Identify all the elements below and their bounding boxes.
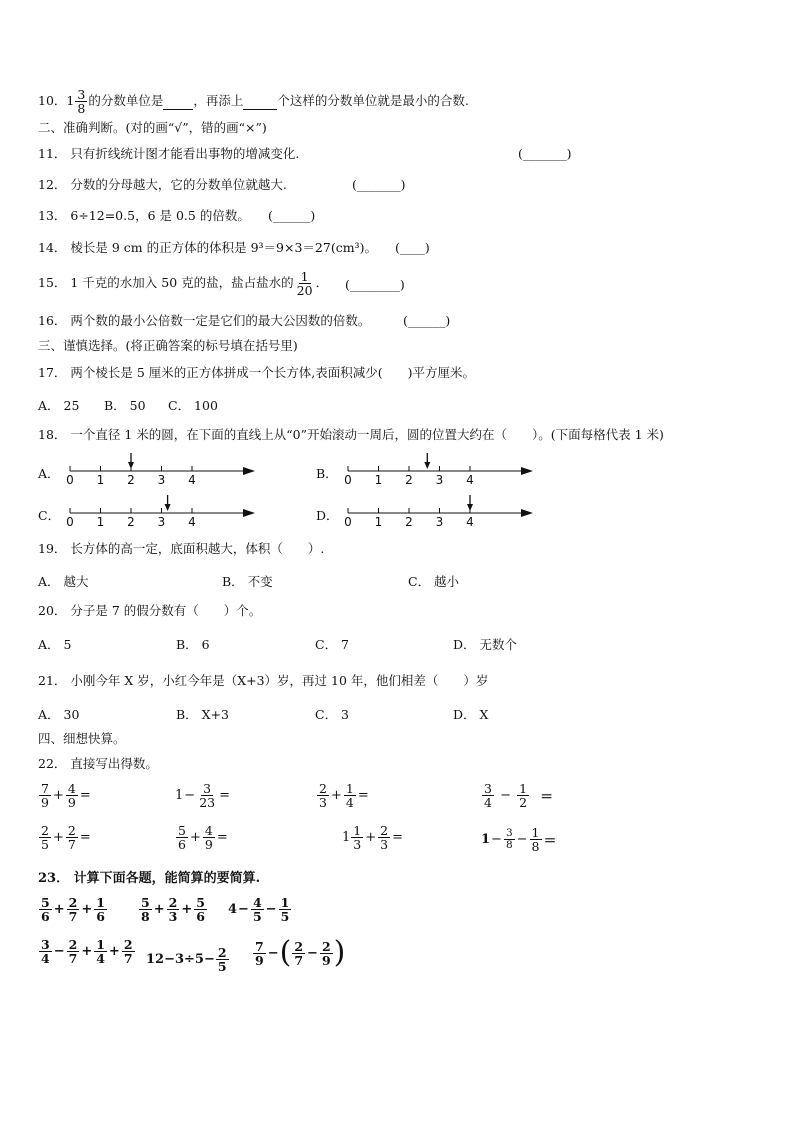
question-13: 13． 6÷12=0.5，6 是 0.5 的倍数。 <box>38 208 250 223</box>
question-18: 18． 一个直径 1 米的圆，在下面的直线上从“0”开始滚动一周后，圆的位置大约在（ ）。(下面每格代表 1 米) <box>38 427 664 442</box>
expression: $\frac{2}{3}$ + $\frac{1}{4}$ = <box>319 781 369 810</box>
position-arrowhead <box>424 462 430 469</box>
expression: $\frac{5}{6}$ + $\frac{4}{9}$ = <box>178 823 228 852</box>
tick-label: 3 <box>435 473 444 487</box>
section-4-heading: 四、细想快算。 <box>38 731 126 746</box>
tick-label: 2 <box>127 515 135 529</box>
option-c[interactable]: C． 3 <box>315 707 349 722</box>
number-line-c <box>60 492 260 530</box>
answer-paren[interactable]: (______) <box>403 313 451 328</box>
tick-label: 2 <box>127 473 135 487</box>
option-d[interactable]: D． 无数个 <box>453 637 517 652</box>
question-23: 23． 计算下面各题，能简算的要简算. <box>38 871 261 886</box>
option-c[interactable]: C． <box>38 508 61 523</box>
position-arrowhead <box>467 504 473 511</box>
option-c[interactable]: C． 越小 <box>408 574 460 589</box>
tick-label: 3 <box>435 515 444 529</box>
expression: $\frac{5}{8}$ + $\frac{2}{3}$ + $\frac{5}{6}$ <box>141 895 205 924</box>
tick-label: 3 <box>157 473 166 487</box>
question-16: 16． 两个数的最小公倍数一定是它们的最大公因数的倍数。 <box>38 313 371 328</box>
option-b[interactable]: B． <box>316 466 338 481</box>
answer-paren[interactable]: (________) <box>345 277 405 292</box>
section-2-heading: 二、准确判断。(对的画“√”，错的画“×”) <box>38 120 267 135</box>
number-line-d <box>338 492 538 530</box>
option-b[interactable]: B． X+3 <box>176 707 229 722</box>
question-19: 19． 长方体的高一定，底面积越大，体积（ ）. <box>38 541 325 556</box>
number-line-a <box>60 450 260 488</box>
tick-label: 2 <box>405 473 413 487</box>
option-b[interactable]: B． 6 <box>176 637 210 652</box>
question-10: 10．1 $\frac{3}{8}$ 的分数单位是 ，再添上 个这样的分数单位就是最小的合数. <box>38 87 469 116</box>
tick-label: 1 <box>96 473 105 487</box>
expression: $\frac{3}{4}$ − $\frac{2}{7}$ + $\frac{1}{4}$ + $\frac{2}{7}$ <box>41 937 133 966</box>
option-c[interactable]: C． 7 <box>315 637 349 652</box>
option-a[interactable]: A． 越大 <box>38 574 89 589</box>
answer-paren[interactable]: (____) <box>395 240 430 255</box>
axis-arrowhead <box>243 467 255 475</box>
tick-label: 4 <box>466 473 474 487</box>
question-14: 14． 棱长是 9 cm 的正方体的体积是 9³＝9×3＝27(cm³)。 <box>38 240 377 255</box>
tick-label: 4 <box>188 515 196 529</box>
number-line-b <box>338 450 538 488</box>
tick-label: 1 <box>96 515 105 529</box>
tick-label: 4 <box>466 515 474 529</box>
axis-arrowhead <box>521 509 533 517</box>
question-21: 21． 小刚今年 X 岁，小红今年是（X+3）岁，再过 10 年，他们相差（ ）岁 <box>38 673 489 688</box>
question-17: 17． 两个棱长是 5 厘米的正方体拼成一个长方体,表面积减少( )平方厘米。 <box>38 365 476 380</box>
tick-label: 4 <box>188 473 196 487</box>
expression: $\frac{2}{5}$ + $\frac{2}{7}$ = <box>41 823 91 852</box>
expression: 1 − $\frac{3}{8}$ − $\frac{1}{8}$ ＝ <box>481 825 557 854</box>
tick-label: 0 <box>66 515 74 529</box>
option-c[interactable]: C． 100 <box>168 398 218 413</box>
expression: $\frac{5}{6}$ + $\frac{2}{7}$ + $\frac{1}{6}$ <box>41 895 105 924</box>
tick-label: 0 <box>344 473 352 487</box>
tick-label: 3 <box>157 515 166 529</box>
tick-label: 0 <box>344 515 352 529</box>
fraction: $\frac{1}{20}$ <box>296 269 313 298</box>
question-20: 20． 分子是 7 的假分数有（ ）个。 <box>38 603 262 618</box>
option-a[interactable]: A． 25 <box>38 398 80 413</box>
expression: 12−3÷5− $\frac{2}{5}$ <box>146 945 227 974</box>
position-arrowhead <box>165 504 171 511</box>
option-b[interactable]: B． 不变 <box>222 574 273 589</box>
question-11: 11． 只有折线统计图才能看出事物的增减变化. <box>38 146 300 161</box>
expression: 4 − $\frac{4}{5}$ − $\frac{1}{5}$ <box>228 895 290 924</box>
option-a[interactable]: A． <box>38 466 60 481</box>
answer-blank[interactable] <box>243 93 277 110</box>
position-arrowhead <box>128 462 134 469</box>
question-15: 15． 1 千克的水加入 50 克的盐，盐占盐水的 $\frac{1}{20}$ ． <box>38 269 329 298</box>
expression: $\frac{3}{4}$ − $\frac{1}{2}$ ＝ <box>484 781 554 810</box>
tick-label: 1 <box>374 473 383 487</box>
expression: 1 − $\frac{3}{23}$ = <box>175 781 230 810</box>
option-b[interactable]: B． 50 <box>104 398 146 413</box>
answer-paren[interactable]: (_______) <box>352 177 406 192</box>
section-3-heading: 三、谨慎选择。(将正确答案的标号填在括号里) <box>38 338 298 353</box>
axis-arrowhead <box>521 467 533 475</box>
expression: $\frac{7}{9}$ − ( $\frac{2}{7}$ − $\frac{2}{9}$ ) <box>255 935 346 970</box>
question-12: 12． 分数的分母越大，它的分数单位就越大. <box>38 177 287 192</box>
option-a[interactable]: A． 30 <box>38 707 80 722</box>
tick-label: 1 <box>374 515 383 529</box>
axis-arrowhead <box>243 509 255 517</box>
tick-label: 2 <box>405 515 413 529</box>
answer-paren[interactable]: (_______) <box>518 146 572 161</box>
fraction: $\frac{3}{8}$ <box>77 87 86 116</box>
option-d[interactable]: D． <box>316 508 339 523</box>
expression: 1 $\frac{1}{3}$ + $\frac{2}{3}$ = <box>342 823 403 852</box>
option-a[interactable]: A． 5 <box>38 637 72 652</box>
tick-label: 0 <box>66 473 74 487</box>
answer-blank[interactable] <box>163 93 193 110</box>
option-d[interactable]: D． X <box>453 707 489 722</box>
expression: $\frac{7}{9}$ + $\frac{4}{9}$ = <box>41 781 91 810</box>
answer-paren[interactable]: (______) <box>268 208 316 223</box>
question-22: 22． 直接写出得数。 <box>38 756 158 771</box>
